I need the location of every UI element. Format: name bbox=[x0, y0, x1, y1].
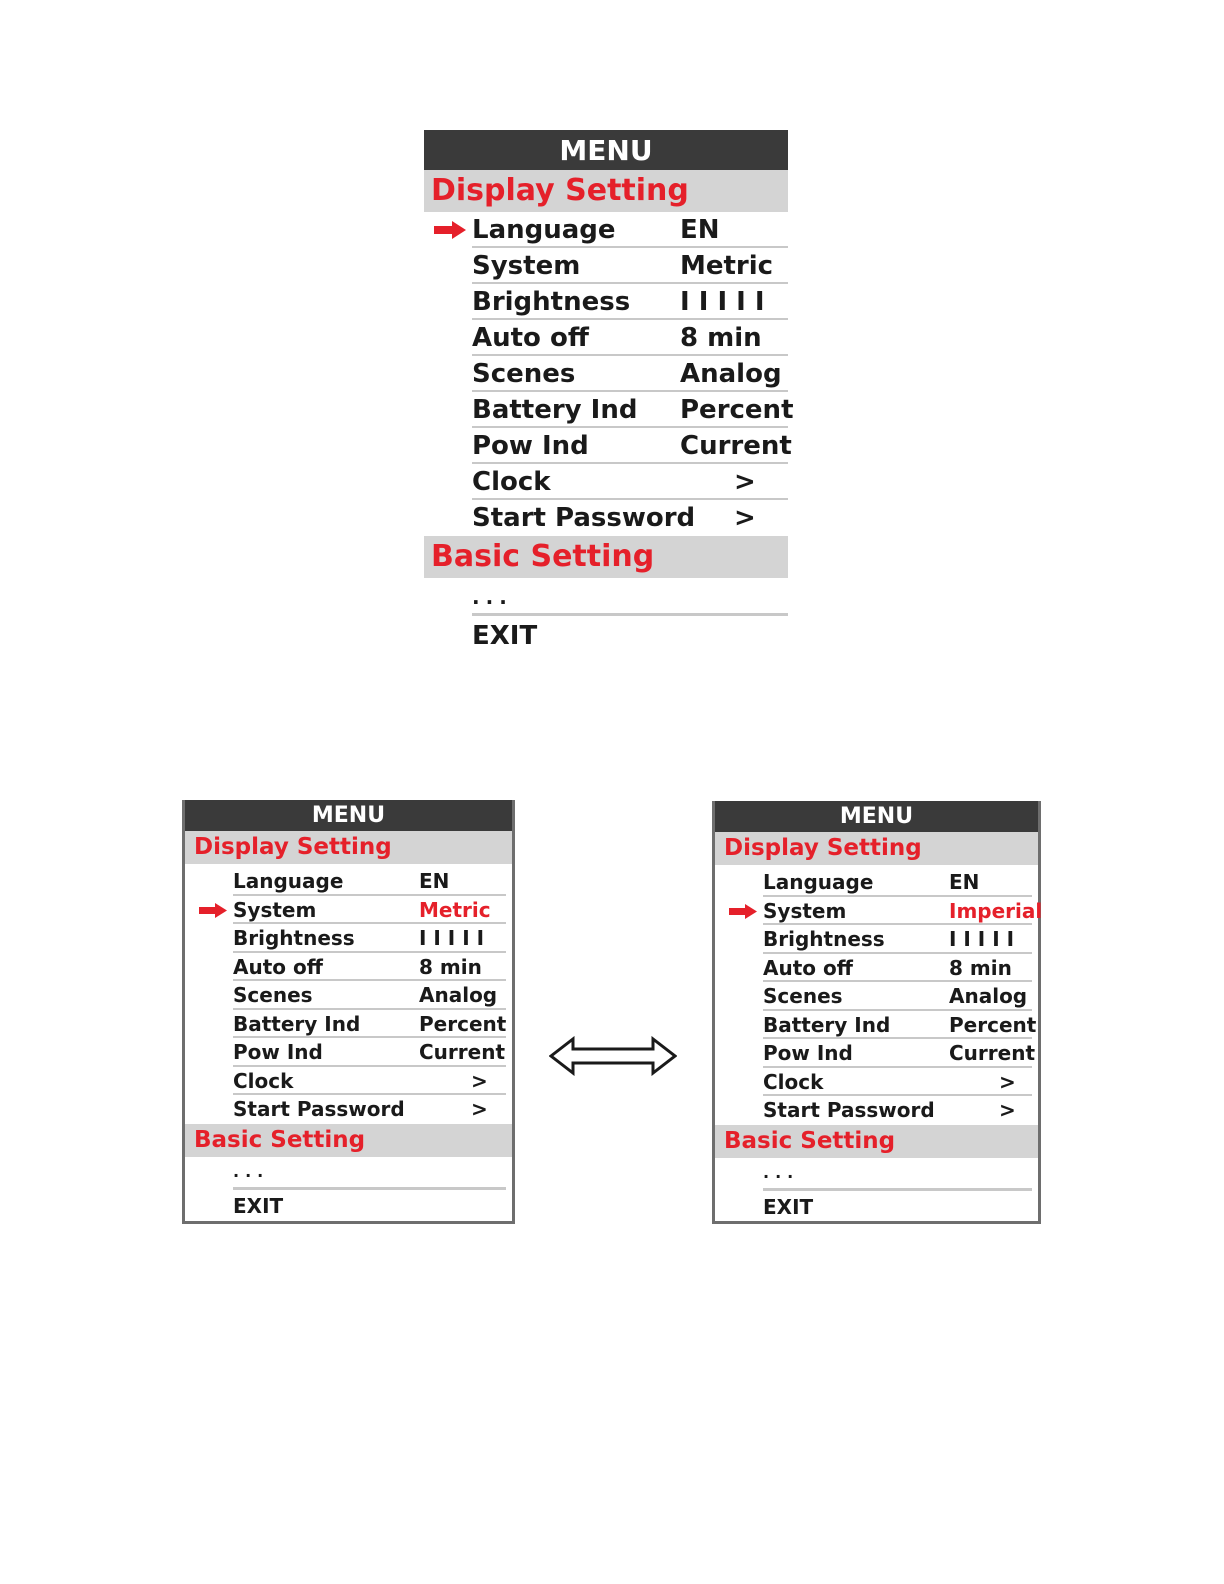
row-label: Clock bbox=[763, 1069, 824, 1094]
row-label: Scenes bbox=[763, 984, 843, 1008]
row-value: Percent bbox=[419, 1011, 507, 1036]
exit-button[interactable] bbox=[424, 616, 788, 656]
exit-label: EXIT bbox=[472, 621, 538, 651]
row-value: Current bbox=[949, 1041, 1036, 1065]
row-label: Brightness bbox=[233, 926, 355, 950]
row-label: Pow Ind bbox=[472, 431, 589, 461]
row-value: EN bbox=[419, 869, 450, 893]
row-label: Pow Ind bbox=[763, 1041, 853, 1065]
section-basic-setting[interactable]: Basic Setting bbox=[715, 1125, 1038, 1158]
row-label: Language bbox=[763, 870, 874, 894]
section-display-setting[interactable]: Display Setting bbox=[715, 832, 1038, 865]
menu-row-start-password[interactable] bbox=[185, 1095, 512, 1124]
chevron-right-icon: > bbox=[471, 1097, 488, 1121]
menu-row-clock[interactable] bbox=[715, 1068, 1038, 1097]
menu-row-system[interactable] bbox=[424, 248, 788, 284]
menu-row-auto-off[interactable] bbox=[424, 320, 788, 356]
menu-row-brightness[interactable] bbox=[424, 284, 788, 320]
row-label: Auto off bbox=[233, 954, 323, 979]
row-label: Scenes bbox=[472, 359, 576, 389]
row-label: Start Password bbox=[763, 1098, 935, 1122]
row-value: 8 min bbox=[419, 954, 482, 979]
row-label: Pow Ind bbox=[233, 1040, 323, 1064]
red-arrow-icon bbox=[199, 903, 227, 918]
menu-row-ellipsis bbox=[424, 578, 788, 616]
menu-title: MENU bbox=[185, 800, 512, 831]
exit-label: EXIT bbox=[763, 1194, 814, 1219]
row-label: Brightness bbox=[763, 927, 885, 951]
exit-button[interactable] bbox=[185, 1190, 512, 1222]
row-label: Auto off bbox=[763, 955, 853, 980]
section-display-setting[interactable]: Display Setting bbox=[185, 831, 512, 864]
menu-row-brightness[interactable] bbox=[715, 925, 1038, 954]
menu-row-pow-ind[interactable] bbox=[715, 1039, 1038, 1068]
ellipsis-text: ... bbox=[233, 1161, 270, 1181]
row-value: I I I I I bbox=[949, 927, 1015, 951]
section-display-setting[interactable]: Display Setting bbox=[424, 170, 788, 212]
row-label: System bbox=[233, 897, 317, 922]
menu-row-scenes[interactable] bbox=[424, 356, 788, 392]
menu-row-auto-off[interactable] bbox=[715, 954, 1038, 983]
menu-row-language[interactable] bbox=[424, 212, 788, 248]
menu-row-system[interactable] bbox=[715, 897, 1043, 926]
row-value: Percent bbox=[949, 1012, 1037, 1037]
menu-panel-imperial bbox=[712, 801, 1041, 1224]
row-label: Scenes bbox=[233, 983, 313, 1007]
row-value: I I I I I bbox=[419, 926, 485, 950]
chevron-right-icon: > bbox=[734, 503, 756, 533]
menu-panel-main bbox=[424, 130, 794, 656]
row-label: Clock bbox=[472, 467, 551, 497]
row-label: Battery Ind bbox=[233, 1011, 361, 1036]
row-label: Language bbox=[472, 215, 616, 245]
menu-row-start-password[interactable] bbox=[424, 500, 788, 536]
menu-row-battery-ind[interactable] bbox=[185, 1010, 512, 1039]
chevron-right-icon: > bbox=[471, 1068, 488, 1093]
menu-panel-metric bbox=[182, 800, 515, 1224]
chevron-right-icon: > bbox=[999, 1069, 1016, 1094]
row-label: Start Password bbox=[472, 503, 696, 533]
ellipsis-text: ... bbox=[763, 1162, 800, 1182]
row-label: Brightness bbox=[472, 287, 631, 317]
row-label: Auto off bbox=[472, 323, 589, 353]
row-value: 8 min bbox=[949, 955, 1012, 980]
menu-row-scenes[interactable] bbox=[185, 981, 512, 1010]
menu-row-battery-ind[interactable] bbox=[424, 392, 794, 428]
row-label: System bbox=[472, 251, 581, 281]
row-value: Analog bbox=[949, 984, 1028, 1008]
row-value: Current bbox=[419, 1040, 506, 1064]
menu-row-pow-ind[interactable] bbox=[424, 428, 792, 464]
menu-row-language[interactable] bbox=[185, 867, 512, 896]
row-label: Battery Ind bbox=[472, 395, 638, 425]
row-value: 8 min bbox=[680, 323, 762, 353]
section-basic-setting[interactable]: Basic Setting bbox=[185, 1124, 512, 1157]
row-value: EN bbox=[680, 215, 720, 245]
row-value: Analog bbox=[680, 359, 782, 389]
exit-button[interactable] bbox=[715, 1191, 1038, 1223]
row-value: I I I I I bbox=[680, 287, 765, 317]
red-arrow-icon bbox=[729, 904, 757, 919]
section-basic-setting[interactable]: Basic Setting bbox=[424, 536, 788, 578]
menu-row-clock[interactable] bbox=[424, 464, 788, 500]
row-label: System bbox=[763, 898, 847, 923]
row-label: Language bbox=[233, 869, 344, 893]
menu-row-system[interactable] bbox=[185, 896, 512, 925]
menu-title: MENU bbox=[715, 801, 1038, 832]
double-arrow-icon bbox=[549, 1036, 677, 1080]
row-value-selected: Metric bbox=[419, 897, 491, 922]
menu-row-auto-off[interactable] bbox=[185, 953, 512, 982]
row-label: Clock bbox=[233, 1068, 294, 1093]
menu-row-scenes[interactable] bbox=[715, 982, 1038, 1011]
exit-label: EXIT bbox=[233, 1193, 284, 1218]
chevron-right-icon: > bbox=[999, 1098, 1016, 1122]
ellipsis-text: ... bbox=[472, 585, 513, 609]
menu-row-start-password[interactable] bbox=[715, 1096, 1038, 1125]
row-value: EN bbox=[949, 870, 980, 894]
menu-title: MENU bbox=[424, 130, 788, 170]
row-value: Analog bbox=[419, 983, 498, 1007]
menu-row-pow-ind[interactable] bbox=[185, 1038, 512, 1067]
row-value: Current bbox=[680, 431, 792, 461]
menu-row-ellipsis bbox=[185, 1157, 512, 1190]
row-value-selected: Imperial bbox=[949, 898, 1043, 923]
chevron-right-icon: > bbox=[734, 467, 756, 497]
row-label: Battery Ind bbox=[763, 1012, 891, 1037]
menu-row-language[interactable] bbox=[715, 868, 1038, 897]
row-value: Metric bbox=[680, 251, 774, 281]
menu-row-clock[interactable] bbox=[185, 1067, 512, 1096]
menu-row-ellipsis bbox=[715, 1158, 1038, 1191]
row-value: Percent bbox=[680, 395, 794, 425]
row-label: Start Password bbox=[233, 1097, 405, 1121]
menu-row-battery-ind[interactable] bbox=[715, 1011, 1038, 1040]
menu-row-brightness[interactable] bbox=[185, 924, 512, 953]
red-arrow-icon bbox=[434, 221, 466, 239]
